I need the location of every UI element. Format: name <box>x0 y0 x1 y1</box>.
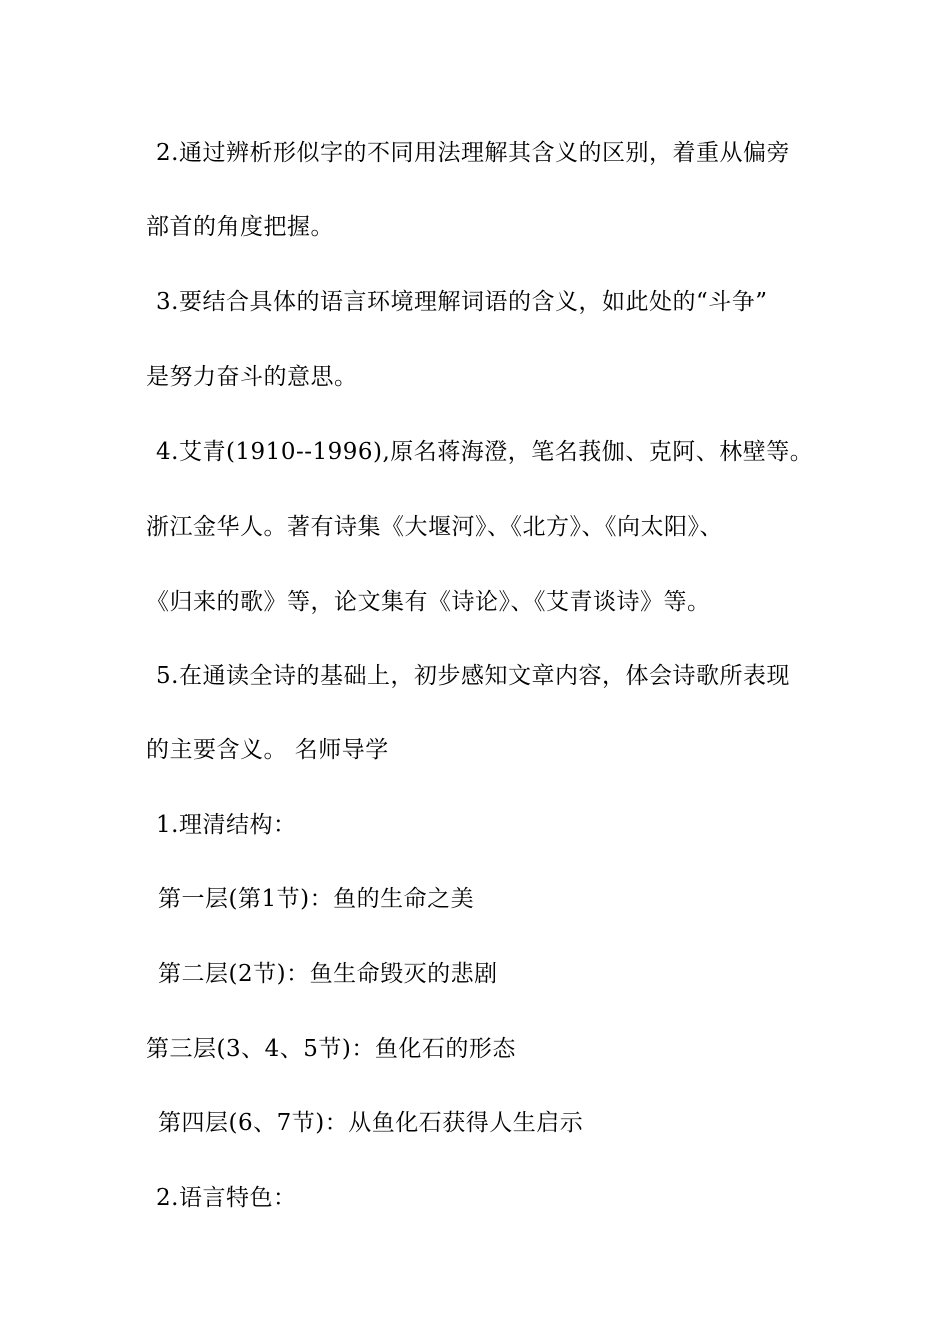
text-line: 第一层(第1节)：鱼的生命之美 <box>158 886 475 912</box>
text-line: 的主要含义。 名师导学 <box>146 737 389 763</box>
text-line: 5.在通读全诗的基础上，初步感知文章内容，体会诗歌所表现 <box>156 663 790 689</box>
text-line: 浙江金华人。著有诗集《大堰河》、《北方》、《向太阳》、 <box>146 514 723 540</box>
text-line: 3.要结合具体的语言环境理解词语的含义，如此处的“斗争” <box>156 289 768 315</box>
text-line: 2.通过辨析形似字的不同用法理解其含义的区别，着重从偏旁 <box>156 140 790 166</box>
text-line: 第四层(6、7节)：从鱼化石获得人生启示 <box>158 1110 584 1136</box>
text-line: 4.艾青(1910--1996),原名蒋海澄，笔名莪伽、克阿、林壁等。 <box>156 439 814 465</box>
text-line: 部首的角度把握。 <box>146 214 334 240</box>
section-heading: 1.理清结构： <box>156 812 297 838</box>
text-line: 第二层(2节)：鱼生命毁灭的悲剧 <box>158 961 498 987</box>
text-line: 《归来的歌》等，论文集有《诗论》、《艾青谈诗》等。 <box>146 589 711 615</box>
section-heading: 2.语言特色： <box>156 1185 297 1211</box>
text-line: 第三层(3、4、5节)：鱼化石的形态 <box>146 1036 516 1062</box>
text-line: 是努力奋斗的意思。 <box>146 364 358 390</box>
